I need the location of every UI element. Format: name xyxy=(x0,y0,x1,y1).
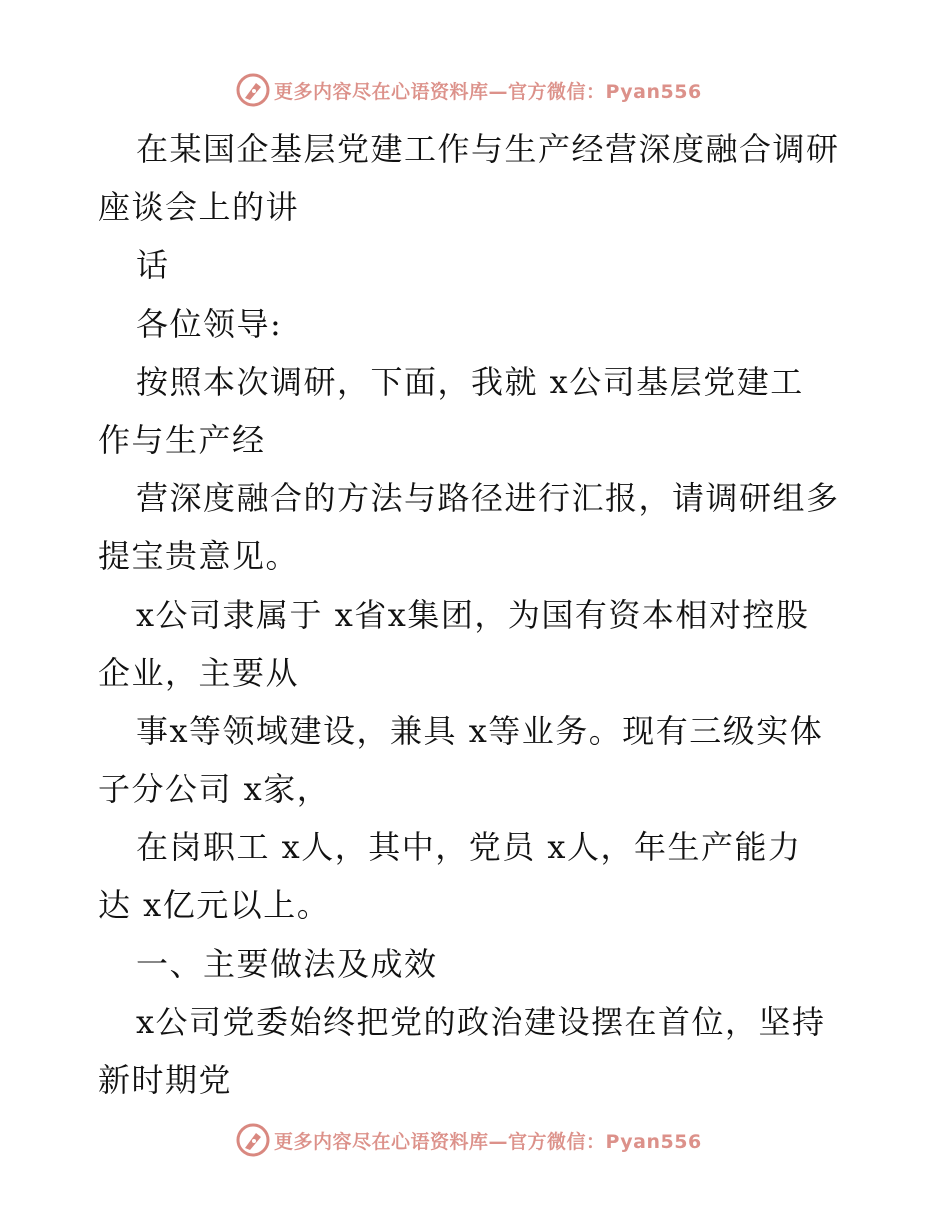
header-watermark xyxy=(236,73,756,107)
salutation: 各位领导: xyxy=(136,304,283,343)
paragraph-line: 子分公司 x家， xyxy=(98,770,331,809)
section-heading: 一、主要做法及成效 xyxy=(136,944,438,983)
paragraph-line: 企业，主要从 xyxy=(98,653,300,692)
watermark-text: 更多内容尽在心语资料库—官方微信：Pyan556 xyxy=(274,1130,702,1153)
paragraph-line: 新时期党 xyxy=(98,1061,233,1099)
paragraph-line: 按照本次调研，下面，我就 x公司基层党建工 xyxy=(136,362,804,401)
pen-nib-logo-icon xyxy=(236,1123,270,1157)
title-line-3: 话 xyxy=(136,246,170,285)
watermark-text: 更多内容尽在心语资料库—官方微信：Pyan556 xyxy=(274,80,702,103)
paragraph-line: x公司党委始终把党的政治建设摆在首位，坚持 xyxy=(136,1002,826,1041)
paragraph-line: 作与生产经 xyxy=(98,420,266,459)
footer-watermark xyxy=(236,1123,756,1157)
document-body xyxy=(98,120,858,1109)
pen-nib-logo-icon xyxy=(236,73,270,107)
paragraph-line: 营深度融合的方法与路径进行汇报，请调研组多 xyxy=(136,479,840,518)
title-line-1: 在某国企基层党建工作与生产经营深度融合调研 xyxy=(136,130,840,168)
paragraph-line: x公司隶属于 x省x集团，为国有资本相对控股 xyxy=(136,595,810,634)
paragraph-line: 提宝贵意见。 xyxy=(98,537,300,576)
paragraph-line: 事x等领域建设，兼具 x等业务。现有三级实体 xyxy=(136,711,824,750)
paragraph-line: 达 x亿元以上。 xyxy=(98,886,331,925)
paragraph-line: 在岗职工 x人，其中，党员 x人，年生产能力 xyxy=(136,828,802,867)
title-line-2: 座谈会上的讲 xyxy=(98,188,300,227)
